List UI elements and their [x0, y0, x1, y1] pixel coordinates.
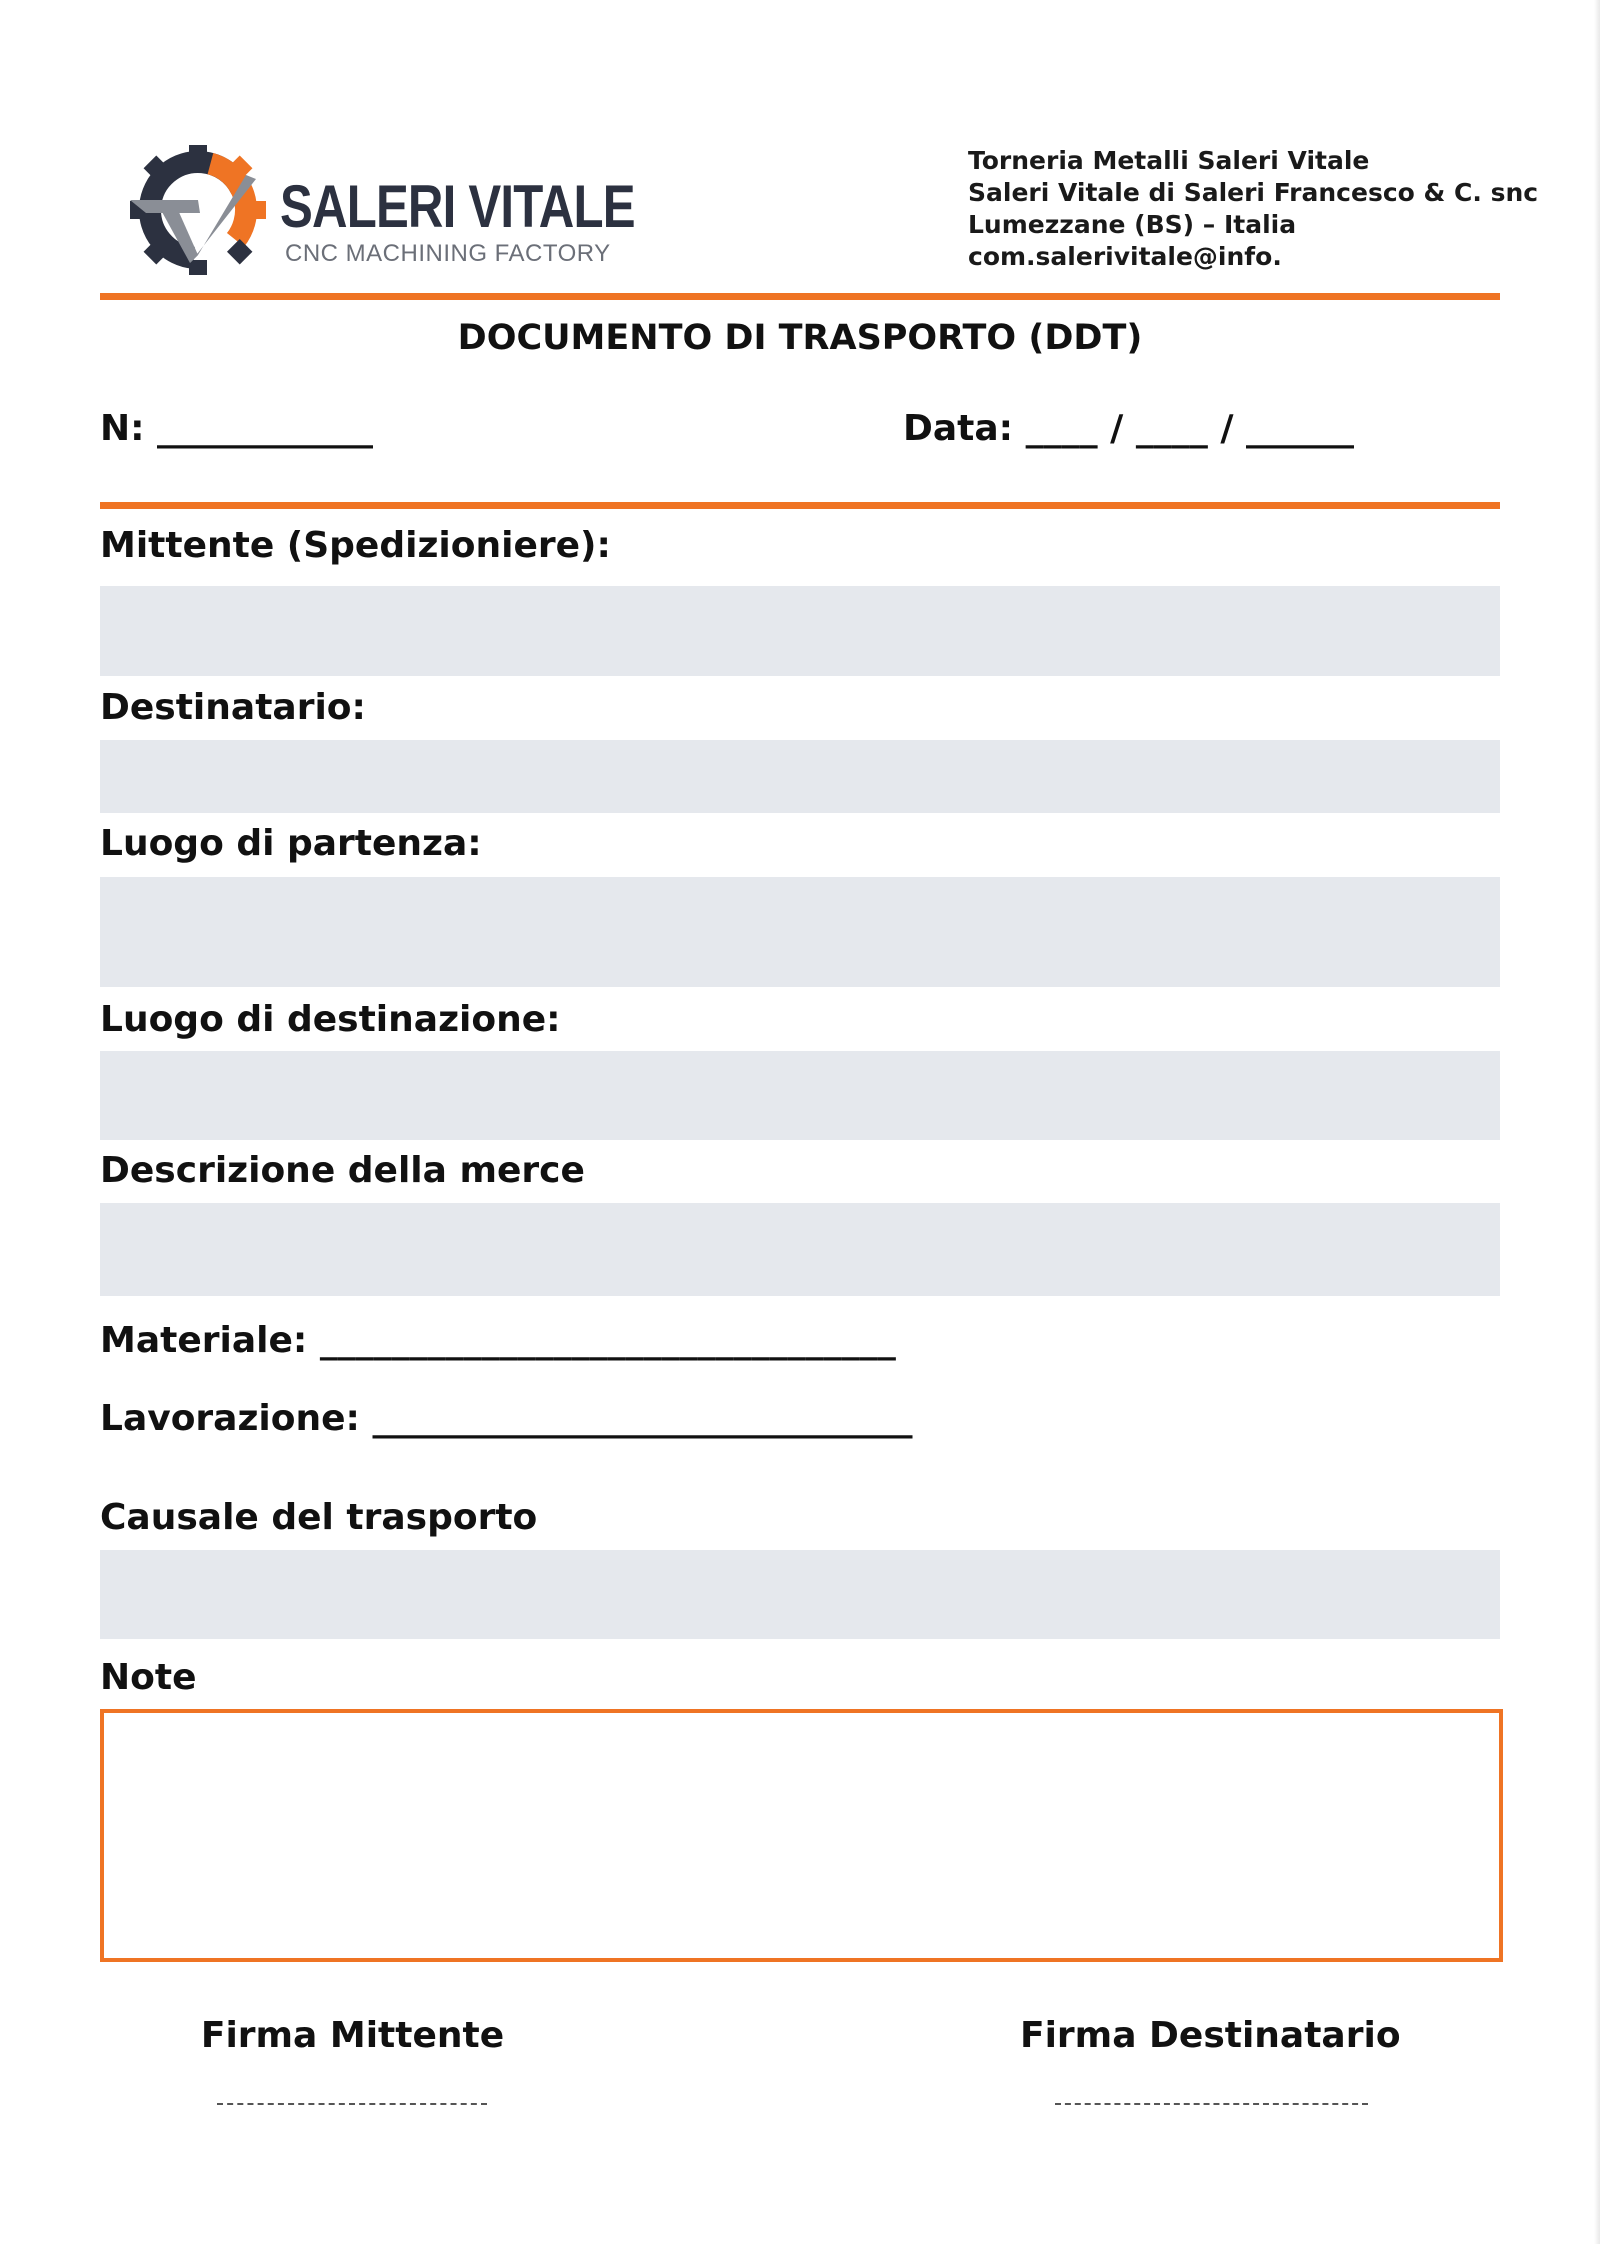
- mittente-field[interactable]: [100, 586, 1500, 676]
- header-divider: [100, 293, 1500, 300]
- mittente-label: Mittente (Spedizioniere):: [100, 525, 611, 566]
- company-line: Lumezzane (BS) – Italia: [968, 210, 1297, 239]
- luogo-destinazione-field[interactable]: [100, 1051, 1500, 1140]
- firma-mittente-line[interactable]: [217, 2103, 487, 2105]
- brand-tagline: CNC MACHINING FACTORY: [285, 240, 611, 267]
- causale-field[interactable]: [100, 1550, 1500, 1639]
- note-label: Note: [100, 1657, 197, 1698]
- note-box[interactable]: [100, 1709, 1503, 1962]
- causale-label: Causale del trasporto: [100, 1497, 538, 1538]
- descrizione-field[interactable]: [100, 1203, 1500, 1296]
- materiale-field[interactable]: Materiale: ________________________________: [100, 1320, 896, 1361]
- lavorazione-field[interactable]: Lavorazione: ______________________________: [100, 1398, 913, 1439]
- luogo-partenza-field[interactable]: [100, 877, 1500, 987]
- document-date-field[interactable]: Data: ____ / ____ / ______: [903, 408, 1355, 449]
- luogo-destinazione-label: Luogo di destinazione:: [100, 999, 561, 1040]
- company-line: Torneria Metalli Saleri Vitale: [968, 146, 1370, 175]
- company-logo: [128, 145, 635, 275]
- company-info: [968, 145, 1538, 273]
- page-edge-shadow: [1594, 0, 1600, 2244]
- brand-name: SALERI VITALE: [280, 173, 635, 240]
- document-number-field[interactable]: N: ____________: [100, 408, 374, 449]
- firma-destinatario-label: Firma Destinatario: [1020, 2015, 1401, 2056]
- luogo-partenza-label: Luogo di partenza:: [100, 823, 482, 864]
- firma-destinatario-line[interactable]: [1055, 2103, 1368, 2105]
- destinatario-field[interactable]: [100, 740, 1500, 813]
- company-email: com.salerivitale@info.: [968, 242, 1282, 271]
- firma-mittente-label: Firma Mittente: [200, 2015, 505, 2056]
- document-title: DOCUMENTO DI TRASPORTO (DDT): [457, 318, 1143, 358]
- section-divider: [100, 502, 1500, 509]
- gear-check-logo-icon: [128, 145, 278, 275]
- destinatario-label: Destinatario:: [100, 687, 366, 728]
- descrizione-label: Descrizione della merce: [100, 1150, 585, 1191]
- company-line: Saleri Vitale di Saleri Francesco & C. snc: [968, 178, 1539, 207]
